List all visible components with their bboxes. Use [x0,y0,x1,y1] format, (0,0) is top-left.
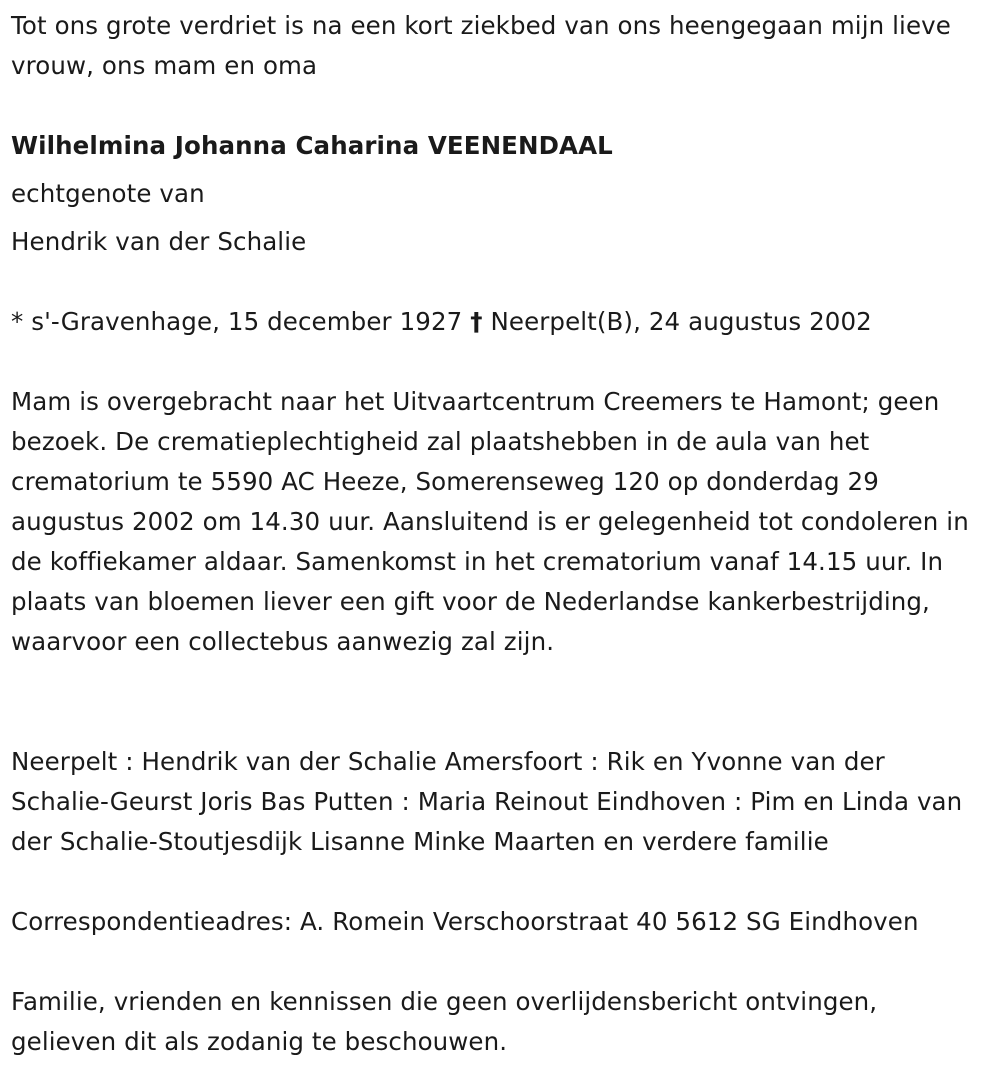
birth-info: * s'-Gravenhage, 15 december 1927 [11,307,463,336]
spouse-name: Hendrik van der Schalie [11,227,307,256]
correspondence-address: Correspondentieadres: A. Romein Verschoorstraat 40 5612 SG Eindhoven [11,907,919,936]
funeral-details: Mam is overgebracht naar het Uitvaartcentrum Creemers te Hamont; geen bezoek. De crematieplechtigheid zal plaatshebben in de aula van het crematorium te 5590 AC Heeze, Somerenseweg 120 op donderdag 29 augustus 2002 om 14.30 uur. Aansluitend is er gelegenheid tot condoleren in de koffiekamer aldaar. Samenkomst in het crematorium vanaf 14.15 uur. In plaats van bloemen liever een gift voor de Nederlandse kankerbestrijding, waarvoor een collectebus aanwezig zal zijn. [11,387,969,656]
intro-text: Tot ons grote verdriet is na een kort ziekbed van ons heengegaan mijn lieve vrouw, ons mam en oma [11,11,951,80]
closing-note: Familie, vrienden en kennissen die geen overlijdensbericht ontvingen, gelieven dit als zodanig te beschouwen. [11,987,878,1056]
family-list: Neerpelt : Hendrik van der Schalie Amersfoort : Rik en Yvonne van der Schalie-Geurst Joris Bas Putten : Maria Reinout Eindhoven : Pim en Linda van der Schalie-Stoutjesdijk Lisanne Minke Maarten en verdere familie [11,747,963,856]
death-info: Neerpelt(B), 24 augustus 2002 [490,307,872,336]
cross-icon: † [470,307,483,336]
life-dates [11,302,872,342]
deceased-name: Wilhelmina Johanna Caharina VEENENDAAL [11,131,613,160]
spouse-label: echtgenote van [11,179,205,208]
